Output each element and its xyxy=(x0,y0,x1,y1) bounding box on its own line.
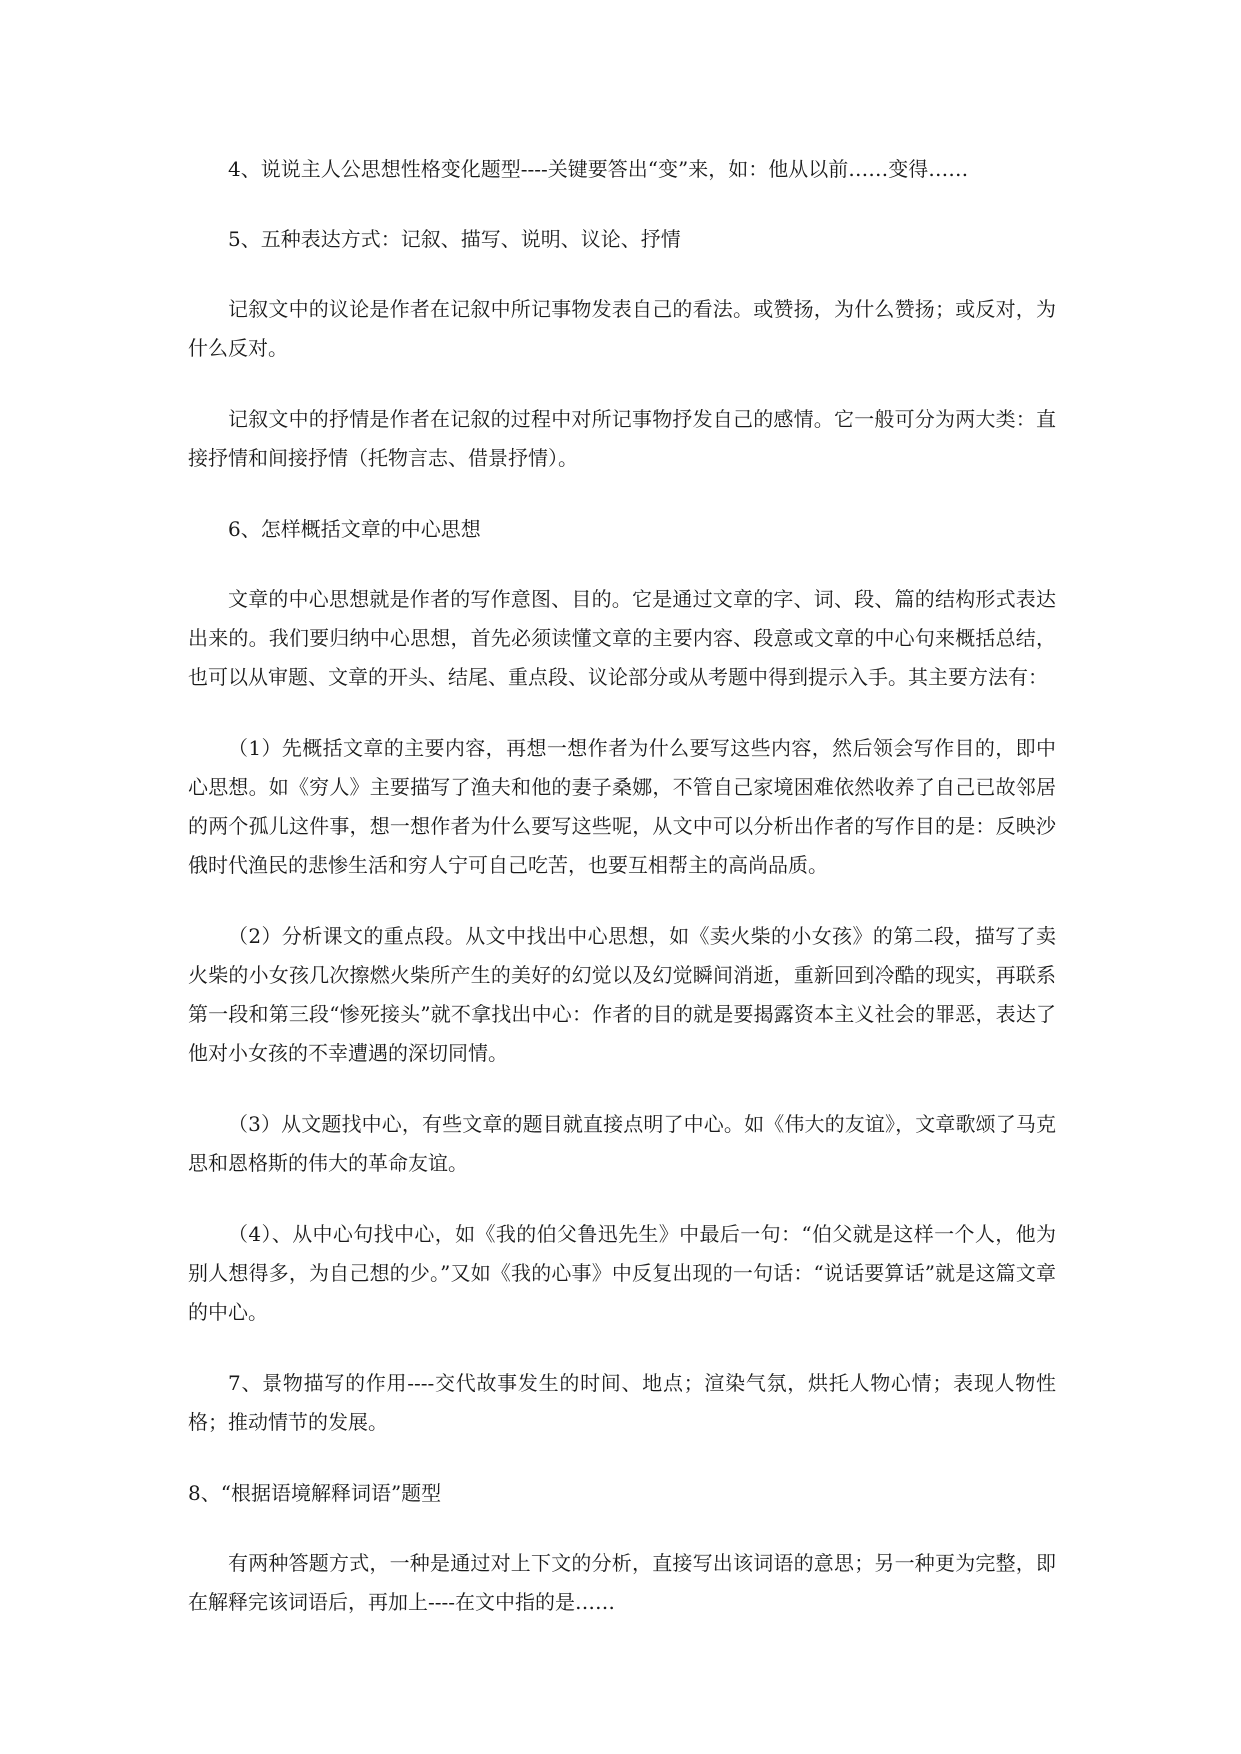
paragraph-item-7: 7、景物描写的作用----交代故事发生的时间、地点；渲染气氛，烘托人物心情；表现人物性格；推动情节的发展。 xyxy=(188,1371,1056,1434)
paragraph-answer-methods: 有两种答题方式，一种是通过对上下文的分析，直接写出该词语的意思；另一种更为完整，即在解释完该词语后，再加上----在文中指的是…… xyxy=(188,1551,1056,1614)
paragraph-narrative-argument: 记叙文中的议论是作者在记叙中所记事物发表自己的看法。或赞扬，为什么赞扬；或反对，为什么反对。 xyxy=(188,297,1056,360)
paragraph-method-2: （2）分析课文的重点段。从文中找出中心思想，如《卖火柴的小女孩》的第二段，描写了卖火柴的小女孩几次擦燃火柴所产生的美好的幻觉以及幻觉瞬间消逝，重新回到冷酷的现实，再联系第一段和第三段“惨死接头”就不拿找出中心：作者的目的就是要揭露资本主义社会的罪恶，表达了他对小女孩的不幸遭遇的深切同情。 xyxy=(188,924,1056,1065)
paragraph-method-3: （3）从文题找中心，有些文章的题目就直接点明了中心。如《伟大的友谊》，文章歌颂了马克思和恩格斯的伟大的革命友谊。 xyxy=(188,1112,1056,1175)
paragraph-item-5-heading: 5、五种表达方式：记叙、描写、说明、议论、抒情 xyxy=(228,227,681,251)
document-page xyxy=(188,150,1056,1654)
paragraph-central-idea: 文章的中心思想就是作者的写作意图、目的。它是通过文章的字、词、段、篇的结构形式表达出来的。我们要归纳中心思想，首先必须读懂文章的主要内容、段意或文章的中心句来概括总结，也可以从审题、文章的开头、结尾、重点段、议论部分或从考题中得到提示入手。其主要方法有： xyxy=(188,587,1056,689)
paragraph-item-6-heading: 6、怎样概括文章的中心思想 xyxy=(228,517,481,541)
paragraph-method-4: （4）、从中心句找中心，如《我的伯父鲁迅先生》中最后一句：“伯父就是这样一个人，他为别人想得多，为自己想的少。”又如《我的心事》中反复出现的一句话：“说话要算话”就是这篇文章的中心。 xyxy=(188,1222,1056,1324)
paragraph-item-4-heading: 4、说说主人公思想性格变化题型----关键要答出“变”来，如：他从以前……变得…… xyxy=(228,157,969,181)
paragraph-method-1: （1）先概括文章的主要内容，再想一想作者为什么要写这些内容，然后领会写作目的，即中心思想。如《穷人》主要描写了渔夫和他的妻子桑娜，不管自己家境困难依然收养了自己已故邻居的两个孤儿这件事，想一想作者为什么要写这些呢，从文中可以分析出作者的写作目的是：反映沙俄时代渔民的悲惨生活和穷人宁可自己吃苦，也要互相帮主的高尚品质。 xyxy=(188,736,1056,877)
paragraph-narrative-lyric: 记叙文中的抒情是作者在记叙的过程中对所记事物抒发自己的感情。它一般可分为两大类：直接抒情和间接抒情（托物言志、借景抒情）。 xyxy=(188,407,1056,470)
paragraph-item-8-heading: 8、“根据语境解释词语”题型 xyxy=(188,1481,442,1505)
